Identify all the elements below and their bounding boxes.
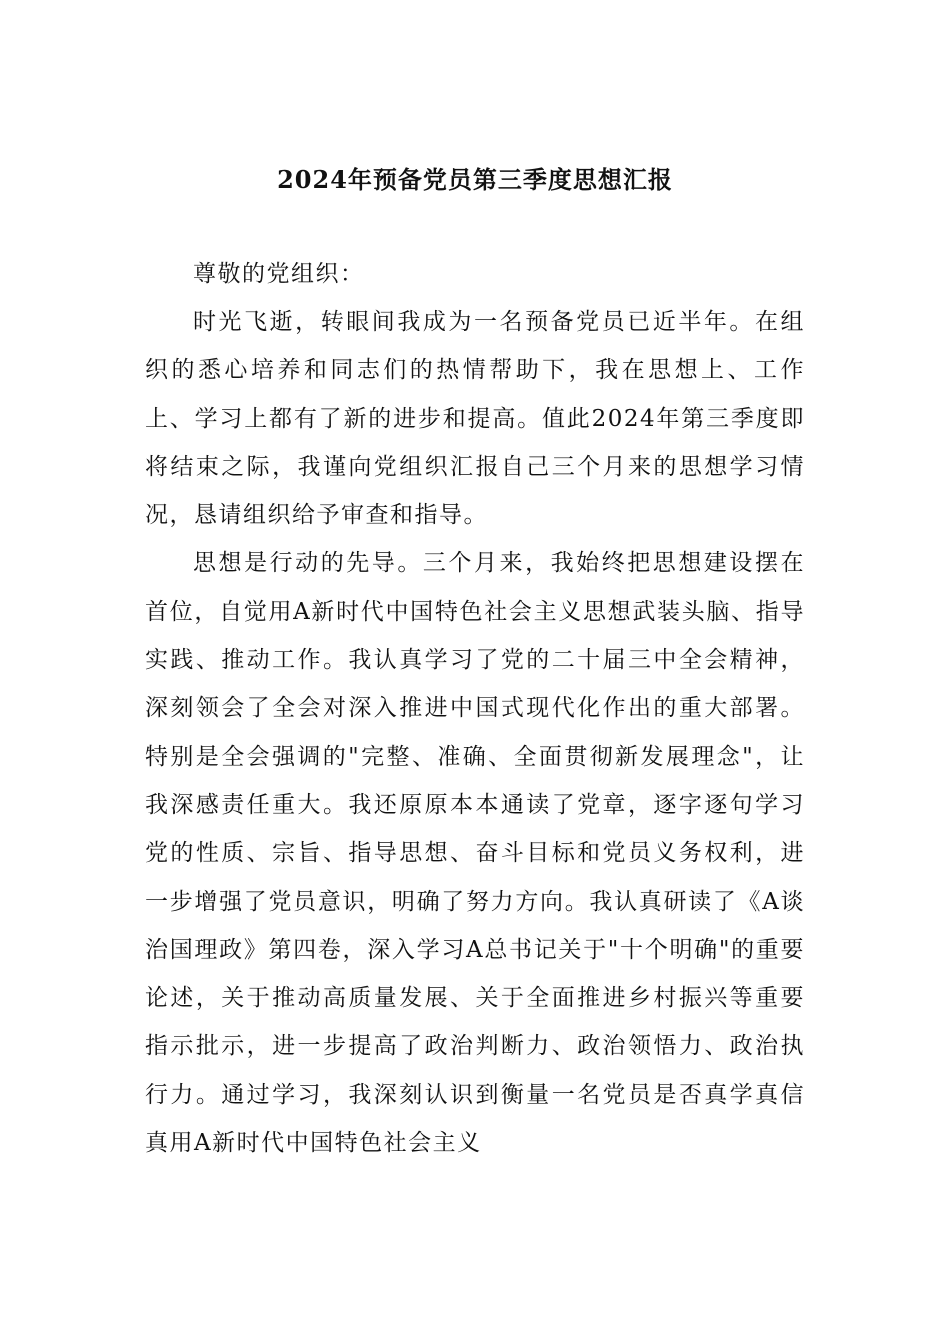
paragraph-intro: 时光飞逝，转眼间我成为一名预备党员已近半年。在组织的悉心培养和同志们的热情帮助下，我在思想上、工作上、学习上都有了新的进步和提高。值此2024年第三季度即将结束之际，我谨向党组织汇报自己三个月来的思想学习情况，恳请组织给予审查和指导。 (145, 309, 805, 529)
paragraph-thought: 思想是行动的先导。三个月来，我始终把思想建设摆在首位，自觉用A新时代中国特色社会主义思想武装头脑、指导实践、推动工作。我认真学习了党的二十届三中全会精神，深刻领会了全会对深入推进中国式现代化作出的重大部署。特别是全会强调的"完整、准确、全面贯彻新发展理念"，让我深感责任重大。我还原原本本通读了党章，逐字逐句学习党的性质、宗旨、指导思想、奋斗目标和党员义务权利，进一步增强了党员意识，明确了努力方向。我认真研读了《A谈治国理政》第四卷，深入学习A总书记关于"十个明确"的重要论述，关于推动高质量发展、关于全面推进乡村振兴等重要指示批示，进一步提高了政治判断力、政治领悟力、政治执行力。通过学习，我深刻认识到衡量一名党员是否真学真信真用A新时代中国特色社会主义 (145, 550, 805, 1157)
document-body (145, 250, 805, 1167)
document-title: 2024年预备党员第三季度思想汇报 (277, 165, 673, 194)
salutation: 尊敬的党组织： (193, 261, 365, 287)
